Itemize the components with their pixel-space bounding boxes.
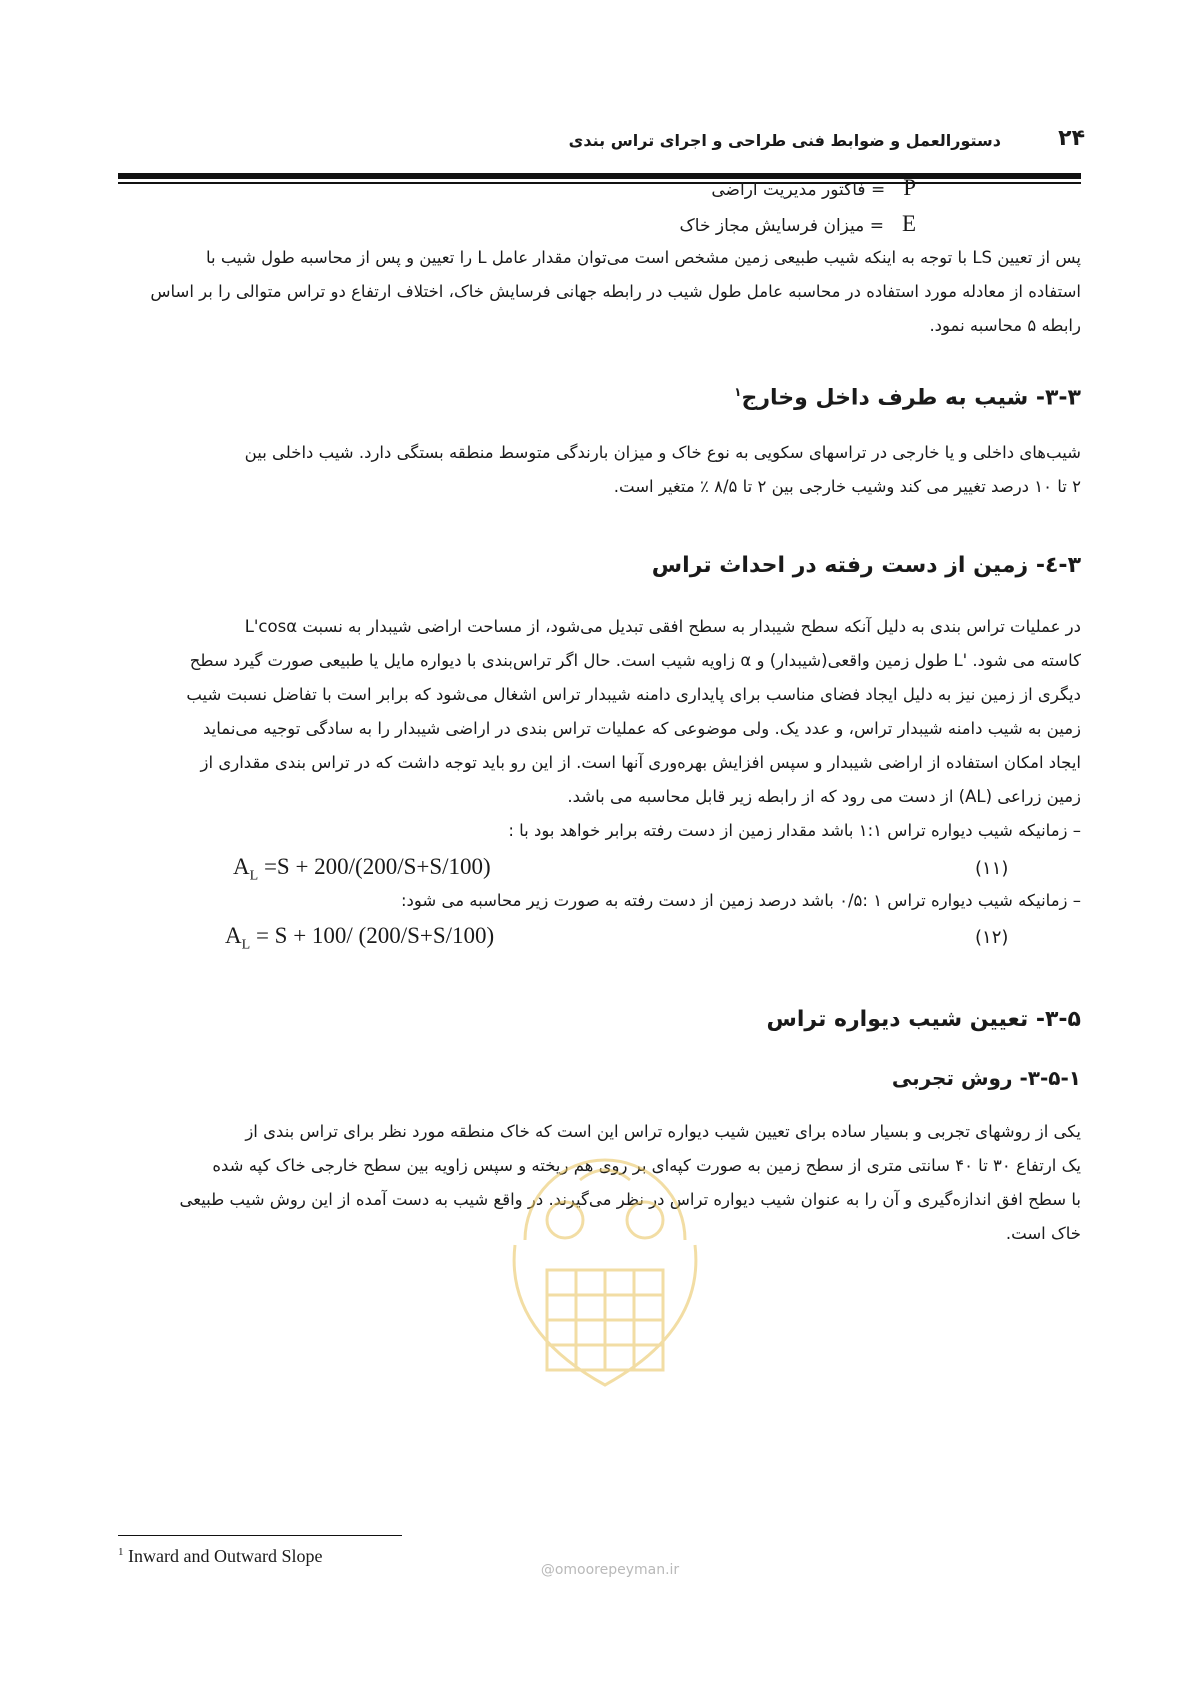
formula-11 — [233, 854, 491, 885]
paragraph-line: زمین زراعی (AL) از دست می رود که از رابطه زیر قابل محاسبه می باشد. — [567, 787, 1081, 806]
definition-e — [416, 211, 916, 237]
formula-subscript: L — [241, 937, 251, 953]
section-heading-3-4: ۳-٤- زمین از دست رفته در احداث تراس — [651, 553, 1081, 578]
formula-lhs: A — [233, 854, 250, 879]
definition-symbol: P — [903, 175, 916, 200]
formula-subscript: L — [249, 868, 259, 884]
watermark-url: @omoorepeyman.ir — [540, 1562, 680, 1578]
paragraph-line: ایجاد امکان استفاده از اراضی شیبدار و سپس افزایش بهره‌وری آنها است. از این رو باید توجه داشت که در تراس بندی مقداری از — [200, 753, 1081, 772]
running-header-title: دستورالعمل و ضوابط فنی طراحی و اجرای تراس بندی — [568, 131, 1001, 150]
section-heading-3-5: ۳-۵- تعیین شیب دیواره تراس — [766, 1007, 1081, 1032]
formula-lhs: A — [225, 923, 242, 948]
paragraph-line: یکی از روشهای تجربی و بسیار ساده برای تعیین شیب دیواره تراس این است که خاک منطقه مورد نظر برای تراس بندی از — [245, 1122, 1081, 1141]
section-heading-3-3 — [111, 385, 1081, 410]
paragraph-line: زمین به شیب دامنه شیبدار تراس، و عدد یک. ولی موضوعی که عملیات تراس بندی در اراضی شیبدار را به سادگی توجیه می‌نماید — [203, 719, 1081, 738]
paragraph-line: با سطح افق اندازه‌گیری و آن را به عنوان شیب دیواره تراس در نظر می‌گیرند. در واقع شیب به دست آمده از این روش شیب طبیعی — [179, 1190, 1081, 1209]
intro-line: رابطه ۵ محاسبه نمود. — [929, 316, 1081, 335]
page-number: ۲۴ — [1058, 126, 1085, 151]
paragraph-line: ۲ تا ۱۰ درصد تغییر می کند وشیب خارجی بین ۲ تا ۸/۵ ٪ متغیر است. — [613, 477, 1081, 496]
bullet-line: – زمانیکه شیب دیواره تراس ۱:۱ باشد مقدار زمین از دست رفته برابر خواهد بود با : — [508, 821, 1081, 840]
definition-text: = فاکتور مدیریت اراضی — [711, 180, 886, 200]
formula-rhs: =S + 200/(200/S+S/100) — [258, 854, 491, 879]
subsection-heading-3-5-1: ۳-۵-۱- روش تجربی — [891, 1066, 1081, 1090]
footnote — [118, 1546, 322, 1567]
definition-p — [416, 175, 916, 201]
paragraph-line: خاک است. — [1005, 1224, 1081, 1243]
paragraph-line: در عملیات تراس بندی به دلیل آنکه سطح شیبدار به سطح افقی تبدیل می‌شود، از مساحت اراضی شیبدار به نسبت L'cosα — [244, 617, 1081, 636]
definition-symbol: E — [901, 211, 916, 236]
footnote-text: Inward and Outward Slope — [128, 1546, 323, 1566]
paragraph-line: یک ارتفاع ۳۰ تا ۴۰ سانتی متری از سطح زمین به صورت کپه‌ای بر روی هم ریخته و سپس زاویه بین سطح خارجی خاک کپه شده — [212, 1156, 1081, 1175]
intro-line: پس از تعیین LS با توجه به اینکه شیب طبیعی زمین مشخص است می‌توان مقدار عامل L را تعیین و پس از محاسبه طول شیب با — [205, 248, 1081, 267]
heading-text: ۳-۳- شیب به طرف داخل وخارج — [741, 385, 1081, 411]
formula-12 — [225, 923, 494, 954]
footnote-mark: 1 — [118, 1546, 124, 1558]
bullet-line: – زمانیکه شیب دیواره تراس ۱ :۰/۵ باشد درصد زمین از دست رفته به صورت زیر محاسبه می شود: — [400, 891, 1081, 910]
intro-line: استفاده از معادله مورد استفاده در محاسبه عامل طول شیب در رابطه جهانی فرسایش خاک، اختلاف ارتفاع دو تراس متوالی را بر اساس — [150, 282, 1081, 301]
equation-number-11: (۱۱) — [975, 858, 1009, 879]
formula-rhs: = S + 100/ (200/S+S/100) — [250, 923, 495, 948]
watermark-emblem — [485, 1120, 725, 1400]
paragraph-line: دیگری از زمین نیز به دلیل ایجاد فضای مناسب برای پایداری دامنه شیبدار تراس اشغال می‌شود که برابر است با تفاضل نسبت شیب — [186, 685, 1081, 704]
paragraph-line: شیب‌های داخلی و یا خارجی در تراسهای سکویی به نوع خاک و میزان بارندگی متوسط منطقه بستگی دارد. شیب داخلی بین — [244, 443, 1081, 462]
footnote-rule — [118, 1535, 402, 1536]
footnote-marker: ۱ — [734, 385, 742, 399]
paragraph-line: کاسته می شود. 'L طول زمین واقعی(شیبدار) و α زاویه شیب است. حال اگر تراس‌بندی با دیواره مایل یا طبیعی صورت گیرد سطح — [189, 651, 1081, 670]
definition-text: = میزان فرسایش مجاز خاک — [679, 216, 884, 236]
equation-number-12: (۱۲) — [975, 927, 1009, 948]
